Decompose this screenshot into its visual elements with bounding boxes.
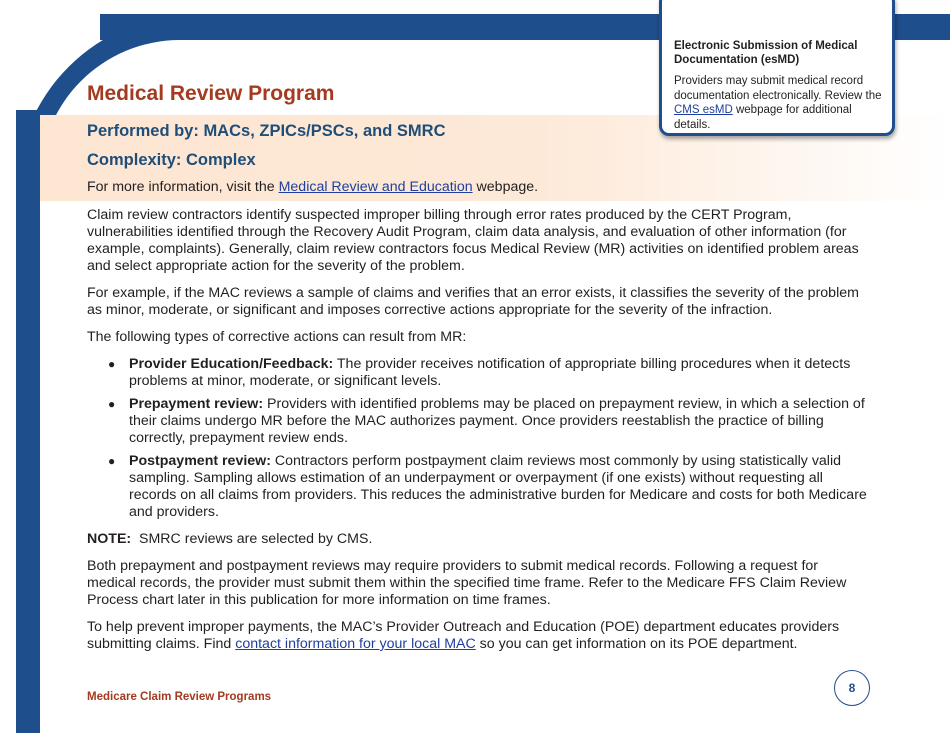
list-item: ● Postpayment review: Contractors perform postpayment claim reviews most commonly by using statistically valid sampling. Sampling allows estimation of an underpayment or overpayment (if one exists) without requesting all records on all claims from providers. This reduces the administrative burden for Medicare and costs for both Medicare and providers.: [129, 453, 867, 521]
esmd-callout: [659, 0, 895, 136]
paragraph-corrective-intro: The following types of corrective actions can result from MR:: [87, 329, 467, 345]
paragraph-example: For example, if the MAC reviews a sample of claims and verifies that an error exists, it classifies the severity of the problem as minor, moderate, or significant and imposes corrective actions appropriate for the severity of the infraction.: [87, 285, 859, 318]
list-item: ● Provider Education/Feedback: The provider receives notification of appropriate billing procedures when it detects problems at minor, moderate, or significant levels.: [129, 356, 867, 390]
page-number-badge: 8: [834, 670, 870, 706]
list-item-term: Provider Education/Feedback:: [129, 356, 334, 372]
list-item-term: Postpayment review:: [129, 453, 271, 469]
local-mac-contact-link[interactable]: contact information for your local MAC: [235, 636, 476, 652]
footer-title: Medicare Claim Review Programs: [87, 691, 272, 703]
cms-esmd-link[interactable]: CMS esMD: [674, 104, 733, 116]
note: NOTE: SMRC reviews are selected by CMS.: [87, 531, 373, 547]
medical-review-education-link[interactable]: Medical Review and Education: [278, 179, 473, 195]
page-frame-left: [16, 110, 40, 733]
performed-by-heading: Performed by: MACs, ZPICs/PSCs, and SMRC: [87, 122, 446, 140]
more-info-line: For more information, visit the Medical Review and Education webpage.: [87, 179, 539, 195]
list-item: ● Prepayment review: Providers with identified problems may be placed on prepayment review, in which a selection of their claims undergo MR before the MAC authorizes payment. Once providers reestablish the practice of billing correctly, prepayment review ends.: [129, 396, 867, 447]
paragraph-poe: To help prevent improper payments, the MAC’s Provider Outreach and Education (POE) department educates providers submitting claims. Find contact information for your local MAC so you can get information on its POE department.: [87, 619, 840, 652]
page-title: Medical Review Program: [87, 82, 335, 105]
corrective-actions-list: [87, 356, 867, 521]
paragraph-claim-review: Claim review contractors identify suspected improper billing through error rates produced by the CERT Program, vulnerabilities identified through the Recovery Audit Program, claim data analysis, and evaluation of other information (for example, complaints). Generally, claim review contractors focus Medical Review (MR) activities on identified problem areas and select appropriate action for the severity of the problem.: [87, 207, 859, 274]
callout-title: Electronic Submission of Medical Documentation (esMD): [674, 40, 858, 66]
complexity-heading: Complexity: Complex: [87, 151, 256, 169]
paragraph-records: Both prepayment and postpayment reviews may require providers to submit medical records. Following a request for medical records, the provider must submit them within the specified time frame. Refer to the Medicare FFS Claim Review Process chart later in this publication for more information on time frames.: [87, 558, 847, 608]
main-content: [87, 179, 867, 663]
callout-body: Providers may submit medical record documentation electronically. Review the CMS esMD webpage for additional details.: [674, 75, 882, 131]
list-item-term: Prepayment review:: [129, 396, 264, 412]
note-label: NOTE:: [87, 531, 132, 547]
